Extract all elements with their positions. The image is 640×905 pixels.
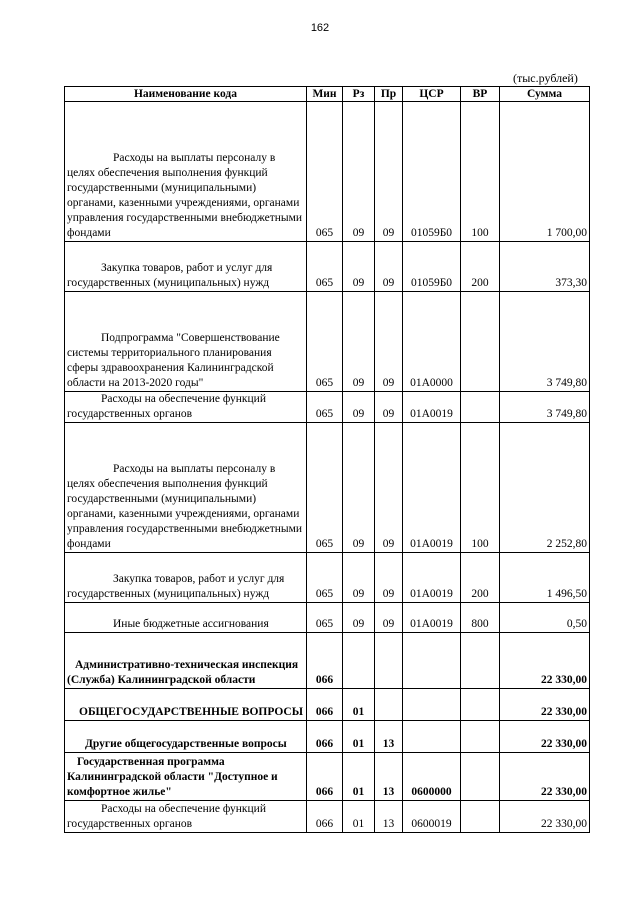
col-min-header: Мин [307,87,343,102]
row-min: 065 [307,392,343,423]
row-csr: 01059Б0 [403,102,461,242]
table-header [65,87,590,102]
row-vr [461,392,500,423]
table-row [65,633,590,689]
row-min: 065 [307,423,343,553]
row-csr: 01А0019 [403,392,461,423]
row-min: 066 [307,721,343,753]
table-row [65,292,590,392]
row-name: Подпрограмма "Совершенствование системы территориального планирования сферы здравоохранения Калининградской области на 2013-2020 годы" [65,292,307,392]
row-vr: 200 [461,553,500,603]
row-csr: 01059Б0 [403,242,461,292]
row-csr: 0600000 [403,753,461,801]
table-row [65,102,590,242]
col-csr-header: ЦСР [403,87,461,102]
row-min: 066 [307,801,343,833]
row-sum: 3 749,80 [500,292,590,392]
row-rz: 01 [343,689,375,721]
row-rz: 01 [343,753,375,801]
row-sum: 22 330,00 [500,689,590,721]
row-rz [343,633,375,689]
row-vr: 100 [461,423,500,553]
row-rz: 09 [343,603,375,633]
col-rz-header: Рз [343,87,375,102]
row-rz: 09 [343,392,375,423]
row-min: 065 [307,292,343,392]
row-name: Другие общегосударственные вопросы [65,721,307,753]
row-rz: 09 [343,242,375,292]
row-min: 065 [307,102,343,242]
row-name: Расходы на выплаты персоналу в целях обеспечения выполнения функций государственными (муниципальными) органами, казенными учреждениями, органами управления государственными внебюджетными фондами [65,423,307,553]
row-pr: 13 [375,801,403,833]
row-name: Расходы на обеспечение функций государственных органов [65,392,307,423]
row-sum: 373,30 [500,242,590,292]
table-row [65,689,590,721]
row-min: 066 [307,753,343,801]
row-rz: 01 [343,801,375,833]
table-row [65,423,590,553]
row-pr: 09 [375,292,403,392]
row-name: Административно-техническая инспекция (Служба) Калининградской области [65,633,307,689]
row-rz: 09 [343,423,375,553]
row-vr [461,721,500,753]
table-row [65,801,590,833]
row-csr [403,721,461,753]
table-row [65,392,590,423]
row-sum: 1 496,50 [500,553,590,603]
row-min: 066 [307,633,343,689]
row-name: Расходы на выплаты персоналу в целях обеспечения выполнения функций государственными (муниципальными) органами, казенными учреждениями, органами управления государственными внебюджетными фондами [65,102,307,242]
row-vr [461,292,500,392]
table-row [65,242,590,292]
row-min: 065 [307,242,343,292]
col-sum-header: Сумма [500,87,590,102]
row-csr: 01А0019 [403,553,461,603]
row-name: Иные бюджетные ассигнования [65,603,307,633]
row-vr [461,689,500,721]
row-sum: 22 330,00 [500,801,590,833]
row-name: Закупка товаров, работ и услуг для государственных (муниципальных) нужд [65,553,307,603]
row-vr: 200 [461,242,500,292]
table-row [65,603,590,633]
row-csr: 01А0019 [403,423,461,553]
row-csr: 01А0019 [403,603,461,633]
row-name: ОБЩЕГОСУДАРСТВЕННЫЕ ВОПРОСЫ [65,689,307,721]
row-name: Закупка товаров, работ и услуг для государственных (муниципальных) нужд [65,242,307,292]
row-pr: 09 [375,102,403,242]
row-pr: 09 [375,392,403,423]
row-sum: 2 252,80 [500,423,590,553]
row-vr [461,801,500,833]
row-csr [403,633,461,689]
row-sum: 3 749,80 [500,392,590,423]
row-sum: 1 700,00 [500,102,590,242]
row-pr: 13 [375,753,403,801]
budget-table [64,86,590,833]
row-name: Государственная программа Калининградской области "Доступное и комфортное жилье" [65,753,307,801]
col-pr-header: Пр [375,87,403,102]
row-rz: 09 [343,292,375,392]
row-vr: 100 [461,102,500,242]
row-pr: 09 [375,553,403,603]
row-sum: 22 330,00 [500,753,590,801]
row-vr [461,753,500,801]
row-csr [403,689,461,721]
row-min: 066 [307,689,343,721]
col-name-header: Наименование кода [65,87,307,102]
row-min: 065 [307,603,343,633]
row-csr: 01А0000 [403,292,461,392]
row-pr: 09 [375,423,403,553]
row-pr: 09 [375,242,403,292]
table-row [65,553,590,603]
table-row [65,721,590,753]
row-pr [375,689,403,721]
row-vr [461,633,500,689]
row-sum: 22 330,00 [500,721,590,753]
row-csr: 0600019 [403,801,461,833]
row-pr: 13 [375,721,403,753]
row-rz: 09 [343,553,375,603]
row-rz: 09 [343,102,375,242]
row-min: 065 [307,553,343,603]
row-vr: 800 [461,603,500,633]
row-pr [375,633,403,689]
row-rz: 01 [343,721,375,753]
row-sum: 22 330,00 [500,633,590,689]
row-pr: 09 [375,603,403,633]
col-vr-header: ВР [461,87,500,102]
row-name: Расходы на обеспечение функций государственных органов [65,801,307,833]
table-row [65,753,590,801]
units-label: (тыс.рублей) [513,71,578,85]
row-sum: 0,50 [500,603,590,633]
page-number: 162 [310,22,330,34]
